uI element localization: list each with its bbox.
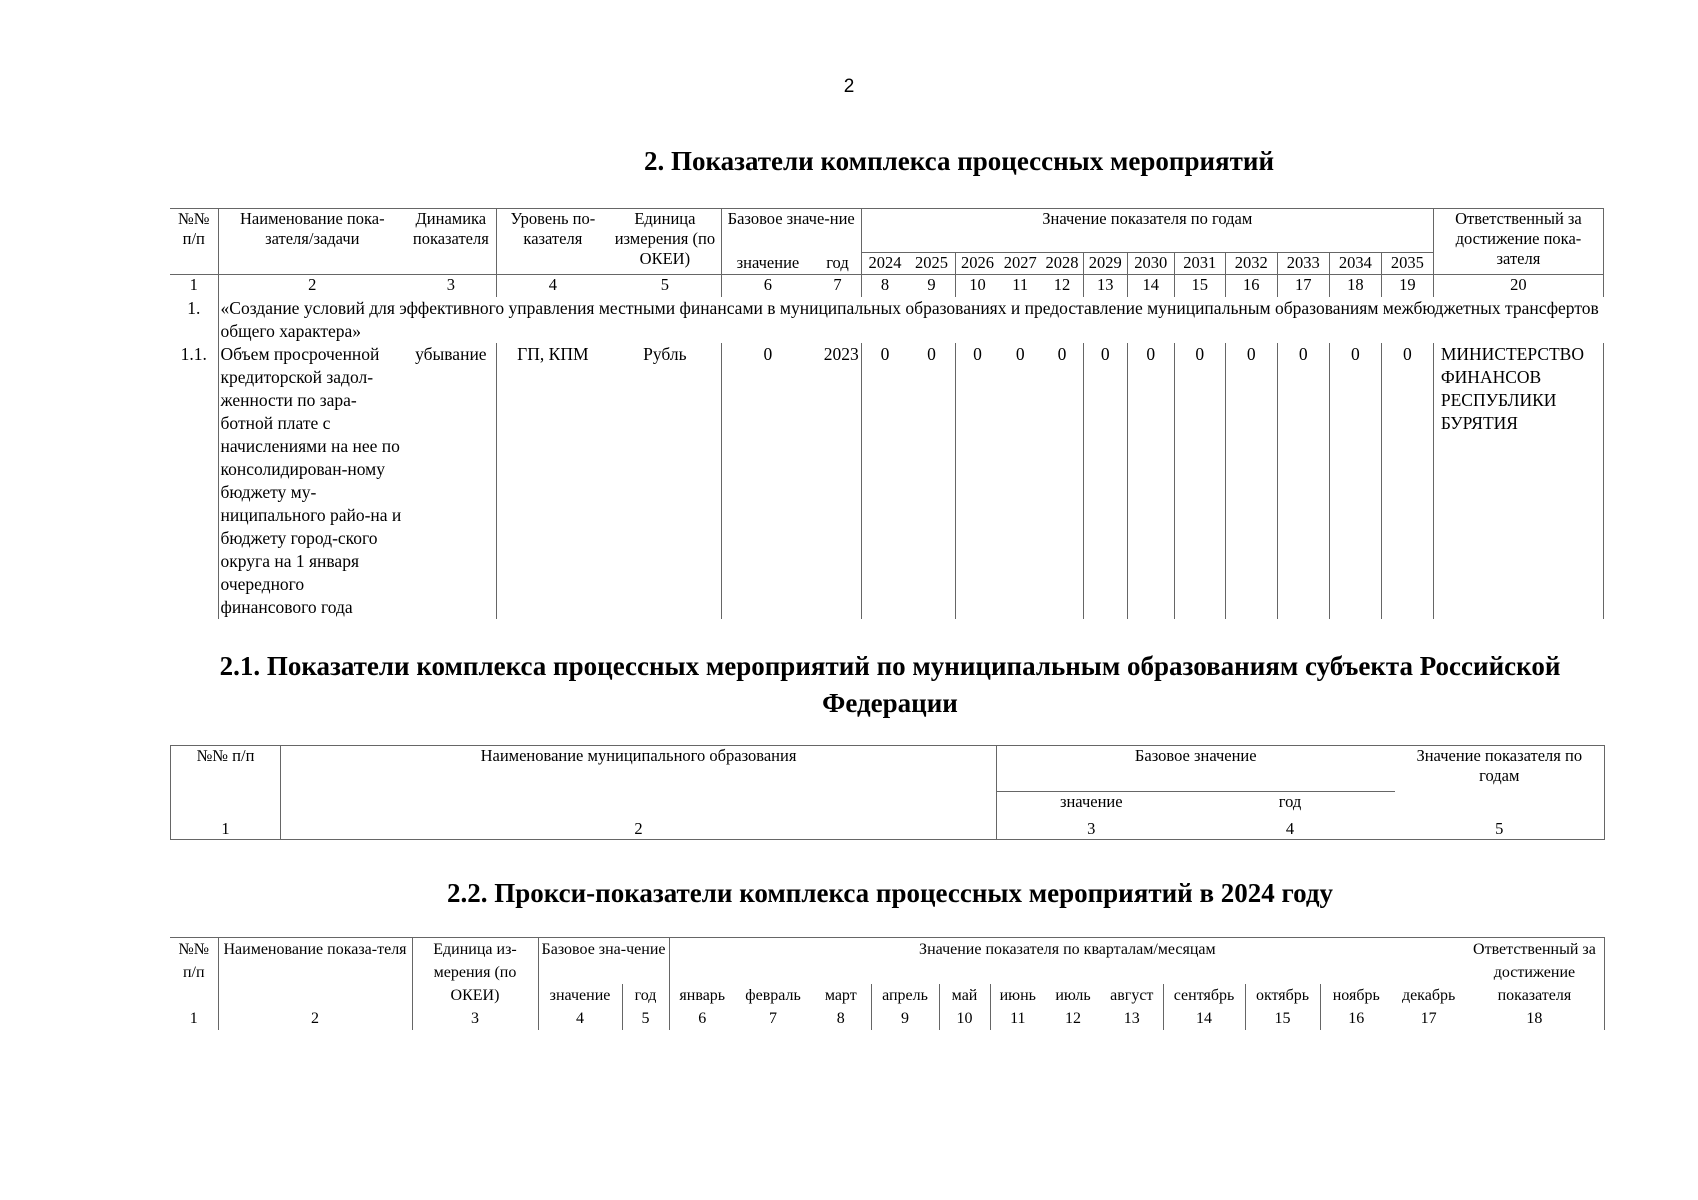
col-number: 17: [1277, 275, 1329, 297]
col-base-value-header: значение: [538, 984, 622, 1007]
col-dynamics-header: Динамика показателя: [406, 209, 496, 275]
col-number: 18: [1329, 275, 1381, 297]
year-header: 2033: [1277, 253, 1329, 275]
col-number: 5: [1395, 816, 1605, 840]
year-header: 2034: [1329, 253, 1381, 275]
col-number: 15: [1174, 275, 1225, 297]
year-value: 0: [1381, 343, 1433, 619]
col-number: 15: [1245, 1007, 1320, 1030]
month-header: июнь: [990, 984, 1045, 1007]
col-number: 4: [1186, 816, 1395, 840]
col-name-header: Наименование показа-теля: [218, 938, 412, 1008]
col-number: 2: [218, 275, 406, 297]
indicator-dynamics: убывание: [415, 343, 487, 364]
year-header: 2035: [1381, 253, 1433, 275]
col-base-header: Базовое зна-чение: [538, 938, 669, 984]
col-level-header: Уровень по-казателя: [496, 209, 609, 275]
col-years-header: Значение показателя по годам: [1395, 746, 1605, 816]
year-header: 2029: [1083, 253, 1127, 275]
municipal-indicators-table: [170, 745, 1605, 840]
year-header: 2032: [1225, 253, 1277, 275]
col-unit-header: Единица измерения (по ОКЕИ): [609, 209, 721, 275]
col-unit-header: Единица из-мерения (по ОКЕИ): [412, 938, 538, 1008]
col-num-header: №№ п/п: [170, 209, 218, 275]
column-number-row: [170, 275, 1604, 297]
year-header: 2026: [955, 253, 999, 275]
indicator-name: Объем просроченной кредиторской задол-женности по зара-ботной плате с начислениями на нее по консолидирован-ному бюджету му-ниципального райо-на и бюджету город-ского округа на 1 января очередного финансового года: [218, 343, 406, 619]
col-base-year-header: год: [826, 252, 849, 272]
month-header: ноябрь: [1320, 984, 1392, 1007]
col-number: 3: [997, 816, 1186, 840]
col-number: 7: [769, 1010, 778, 1027]
section-2-1-title: 2.1. Показатели комплекса процессных мероприятий по муниципальным образованиям субъекта Российской Федерации: [219, 651, 1561, 718]
year-header: 2025: [908, 253, 955, 275]
month-header: март: [824, 986, 857, 1004]
year-value: 0: [1057, 343, 1067, 364]
year-value: 0: [861, 343, 908, 619]
col-number: 2: [218, 1007, 412, 1030]
col-number: 10: [939, 1007, 990, 1030]
col-name-header: Наименование муниципального образования: [281, 746, 997, 816]
section-2-2-title: 2.2. Прокси-показатели комплекса процессных мероприятий в 2024 году: [446, 878, 1334, 908]
year-value: 0: [1225, 343, 1277, 619]
col-number: 11: [999, 275, 1041, 297]
table-row: [170, 343, 1604, 619]
year-value: 0: [1127, 343, 1174, 619]
proxy-indicators-table: [170, 937, 1605, 1030]
month-header: февраль: [745, 986, 801, 1004]
year-value: 0: [1329, 343, 1381, 619]
col-num-header: №№ п/п: [171, 746, 281, 816]
year-value: 0: [1277, 343, 1329, 619]
col-number: 4: [496, 275, 609, 297]
month-header: май: [939, 984, 990, 1007]
col-number: 9: [908, 275, 955, 297]
year-header: 2030: [1127, 253, 1174, 275]
col-base-header: Базовое значе-ние: [721, 209, 861, 253]
col-number: 1: [170, 275, 218, 297]
month-header: сентябрь: [1163, 984, 1245, 1007]
col-number: 18: [1465, 1007, 1604, 1030]
col-number: 1: [189, 1010, 198, 1027]
year-value: 0: [1174, 343, 1225, 619]
col-num-header: №№ п/п: [170, 938, 218, 1008]
month-header: октябрь: [1245, 984, 1320, 1007]
year-value: 0: [1083, 343, 1127, 619]
month-header: декабрь: [1401, 986, 1456, 1004]
year-value: 0: [927, 343, 936, 364]
column-number-row: [170, 1007, 1604, 1030]
col-number: 6: [721, 275, 814, 297]
col-number: 19: [1381, 275, 1433, 297]
year-header: 2028: [1041, 253, 1083, 275]
col-number: 6: [669, 1007, 735, 1030]
indicator-unit: Рубль: [643, 343, 687, 364]
indicator-level: ГП, КПМ: [496, 343, 609, 619]
col-number: 16: [1320, 1007, 1392, 1030]
base-year: 2023: [823, 343, 859, 364]
base-value: 0: [721, 343, 814, 619]
year-value: 0: [955, 343, 999, 619]
col-number: 4: [538, 1007, 622, 1030]
task-row: [170, 297, 1604, 343]
month-header: апрель: [871, 984, 939, 1007]
col-number: 7: [814, 275, 861, 297]
col-base-year-header: год: [622, 984, 669, 1007]
col-number: 2: [281, 816, 997, 840]
col-years-group-header: Значение показателя по годам: [861, 209, 1433, 253]
month-header: январь: [669, 984, 735, 1007]
col-number: 8: [836, 1010, 845, 1027]
col-number: 3: [412, 1007, 538, 1030]
column-number-row: [171, 816, 1605, 840]
page-number: 2: [843, 76, 855, 97]
col-number: 1: [171, 816, 281, 840]
col-number: 13: [1123, 1010, 1140, 1027]
col-base-year-header: год: [1186, 792, 1395, 816]
col-name-header: Наименование пока-зателя/задачи: [218, 209, 406, 275]
year-header: 2024: [861, 253, 908, 275]
col-number: 17: [1420, 1010, 1437, 1027]
col-number: 11: [990, 1007, 1045, 1030]
month-header: август: [1110, 986, 1154, 1004]
col-number: 14: [1163, 1007, 1245, 1030]
col-base-value-header: значение: [997, 792, 1186, 816]
year-header: 2031: [1174, 253, 1225, 275]
col-number: 13: [1083, 275, 1127, 297]
row-number: 1.1.: [180, 343, 207, 364]
indicators-table: [170, 208, 1604, 619]
col-number: 14: [1127, 275, 1174, 297]
col-base-header: Базовое значение: [997, 746, 1395, 792]
task-text: «Создание условий для эффективного управления местными финансами в муниципальных образованиях и предоставление муниципальным образованиям межбюджетных трансфертов общего характера»: [218, 297, 1603, 343]
year-value: 0: [1015, 343, 1025, 364]
col-number: 9: [871, 1007, 939, 1030]
col-number: 5: [609, 275, 721, 297]
month-header: июль: [1055, 986, 1091, 1004]
task-number: 1.: [187, 297, 201, 318]
col-number: 16: [1225, 275, 1277, 297]
col-number: 20: [1433, 275, 1603, 297]
col-number: 12: [1065, 1010, 1082, 1027]
col-months-group-header: Значение показателя по кварталам/месяцам: [669, 938, 1465, 984]
responsible: МИНИСТЕРСТВО ФИНАНСОВ РЕСПУБЛИКИ БУРЯТИЯ: [1433, 343, 1603, 619]
year-header: 2027: [999, 253, 1041, 275]
col-number: 10: [955, 275, 999, 297]
col-base-value-header: значение: [721, 253, 814, 275]
col-responsible-header: Ответственный за достижение показателя: [1465, 938, 1604, 1008]
col-number: 5: [622, 1007, 669, 1030]
col-number: 8: [861, 275, 908, 297]
section-2-title: 2. Показатели комплекса процессных мероприятий: [643, 146, 1275, 176]
col-number: 12: [1041, 275, 1083, 297]
col-number: 3: [406, 275, 496, 297]
col-responsible-header: Ответственный за достижение пока-зателя: [1433, 209, 1603, 275]
